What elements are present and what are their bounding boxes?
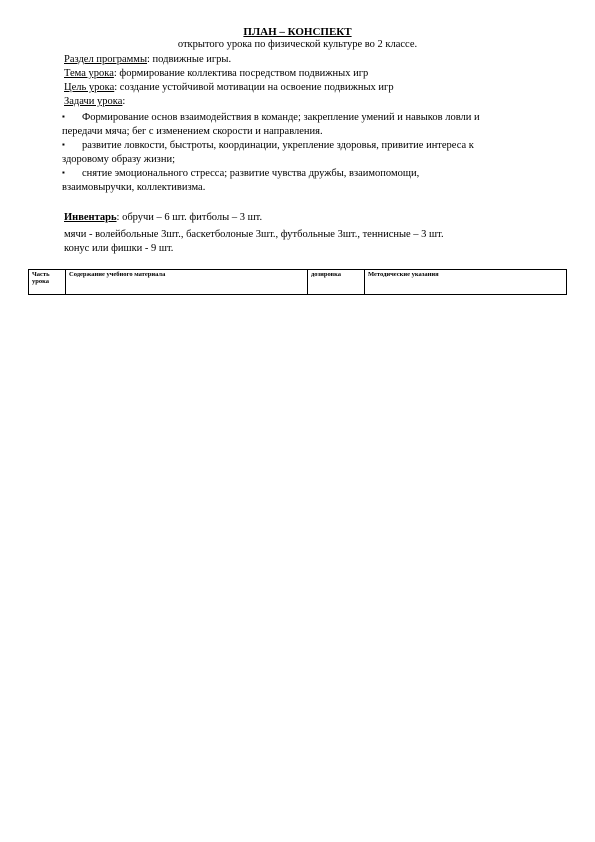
task-line: взаимовыручки, коллективизма. — [62, 182, 206, 193]
task-line: снятие эмоционального стресса; развитие чувства дружбы, взаимопомощи, — [82, 168, 420, 179]
task-line: передачи мяча; бег с изменением скорости и направления. — [62, 126, 323, 137]
task-line: здоровому образу жизни; — [62, 154, 175, 165]
page-subtitle: открытого урока по физической культуре во 2 классе. — [177, 39, 418, 50]
table-header-cell: дозировка — [308, 270, 365, 295]
table-header-cell: Часть урока — [29, 270, 66, 295]
section-label: Раздел программы — [64, 54, 148, 65]
inventory-label: Инвентарь — [64, 212, 117, 223]
task-item — [62, 138, 547, 167]
table-header-cell: Методические указания — [365, 270, 567, 295]
goal-label: Цель урока — [64, 82, 115, 93]
goal-line — [64, 82, 394, 93]
table-header-cell: Содержание учебного материала — [66, 270, 308, 295]
section-line — [64, 54, 231, 65]
square-bullet-icon: ▪ — [62, 140, 65, 149]
inventory-value: : обручи – 6 шт. фитболы – 3 шт. — [116, 212, 263, 223]
task-line: развитие ловкости, быстроты, координации, укрепление здоровья, привитие интереса к — [82, 140, 474, 151]
task-item — [62, 110, 547, 139]
page-title: ПЛАН – КОНСПЕКТ — [243, 26, 352, 38]
goal-value: : создание устойчивой мотивации на освоение подвижных игр — [114, 82, 394, 93]
topic-label: Тема урока — [64, 68, 114, 79]
task-item — [62, 166, 547, 195]
lesson-table — [28, 269, 567, 295]
tasks-label: Задачи урока — [64, 96, 123, 107]
square-bullet-icon: ▪ — [62, 168, 65, 177]
topic-line — [64, 68, 368, 79]
square-bullet-icon: ▪ — [62, 112, 65, 121]
table-header-row — [29, 270, 567, 295]
task-line: Формирование основ взаимодействия в команде; закрепление умений и навыков ловли и — [82, 112, 480, 123]
inventory-cones: конус или фишки - 9 шт. — [64, 243, 174, 254]
tasks-colon: : — [122, 96, 126, 107]
section-value: : подвижные игры. — [147, 54, 232, 65]
inventory-line — [64, 212, 262, 223]
tasks-heading — [64, 96, 125, 107]
inventory-balls: мячи - волейбольные 3шт., баскетболоные 3шт., футбольные 3шт., теннисные – 3 шт. — [64, 229, 444, 240]
topic-value: : формирование коллектива посредством подвижных игр — [113, 68, 369, 79]
